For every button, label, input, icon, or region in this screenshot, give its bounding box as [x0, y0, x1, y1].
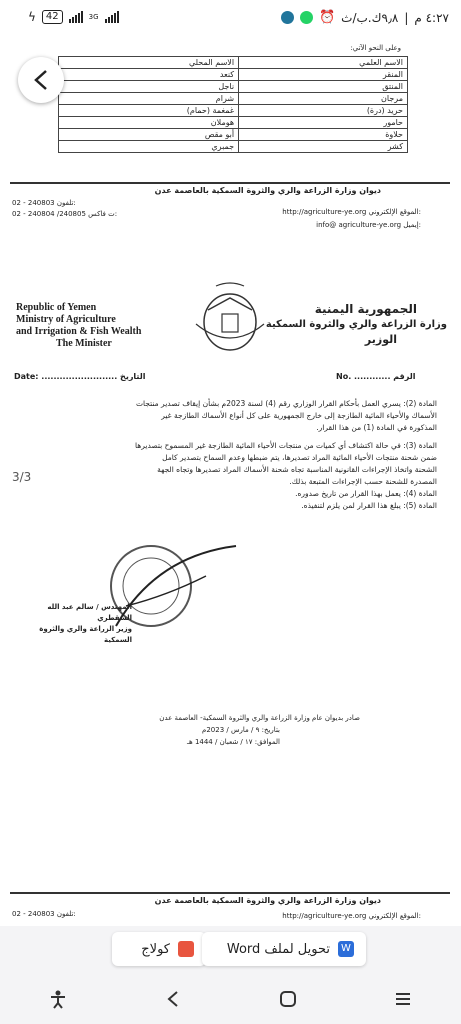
col-local-header: الاسم المحلي — [59, 57, 239, 69]
issued-line: الموافق: ١٧ / شعبان / 1444 هـ — [186, 738, 280, 746]
table-cell: المنتق — [239, 81, 408, 93]
footer-fax: 02 - 240804 /240805 ت فاكس: — [12, 210, 118, 218]
table-cell: جمبري — [59, 141, 239, 153]
table-cell: ناجل — [59, 81, 239, 93]
header-line: الجمهورية اليمنية — [314, 302, 417, 316]
bolt-icon: ϟ — [28, 10, 36, 24]
table-cell: حريد (درة) — [239, 105, 408, 117]
issued-line: بتاريخ: ٩ / مارس / 2023م — [202, 726, 280, 734]
status-bar — [0, 0, 461, 36]
footer-site: http://agriculture-ye.org الموقع الإلكتروني: — [282, 208, 421, 216]
body-line: الأسماك والأحياء المائية الطازجة إلى خارج الجمهورية على كل أنواع الأسماك الطازجة غير — [161, 411, 437, 420]
footer-title: ديوان وزارة الزراعة والري والثروة السمكية بالعاصمة عدن — [154, 186, 381, 195]
table-cell: هوملان — [59, 117, 239, 129]
header-line: The Minister — [56, 338, 112, 349]
nav-home-icon[interactable] — [268, 979, 308, 1019]
signal-icon — [69, 11, 83, 23]
body-line: الشحنة واتخاذ الإجراءات القانونية المناسبة تجاه شحنة الأسماك المراد تصديرها وتجاه الجهة — [157, 465, 437, 474]
issued-line: صادر بديوان عام وزارة الزراعة والري والثروة السمكية- العاصمة عدن — [159, 714, 360, 722]
table-cell: حلاوة — [239, 129, 408, 141]
collage-label: كولاج — [141, 941, 170, 957]
issuance-block — [100, 712, 360, 748]
table-cell: كشر — [239, 141, 408, 153]
col-scientific-header: الاسم العلمي — [239, 57, 408, 69]
convert-word-label: تحويل لملف Word — [226, 941, 330, 957]
wordpress-icon — [281, 11, 294, 24]
signer-title: وزير الزراعة والري والثروة السمكية — [39, 625, 132, 644]
table-intro: وعلى النحو الآتي: — [350, 44, 401, 52]
system-nav-bar — [0, 974, 461, 1024]
arabic-header — [266, 302, 447, 347]
footer-email: info@ agriculture-ye.org إيميل: — [316, 221, 421, 229]
header-line: الوزير — [364, 333, 397, 346]
number-field: No. ............ الرقم — [336, 372, 416, 381]
header-line: Republic of Yemen — [16, 302, 97, 313]
previous-page — [0, 36, 461, 246]
table-cell: غمغمة (حمام) — [59, 105, 239, 117]
decree-body — [17, 398, 437, 512]
header-line: Ministry of Agriculture — [16, 314, 116, 325]
convert-word-button[interactable] — [202, 932, 366, 966]
footer-divider — [10, 892, 450, 894]
header-line: وزارة الزراعة والري والثروة السمكية — [265, 319, 447, 330]
yemen-emblem-icon — [186, 280, 274, 360]
back-button[interactable] — [18, 57, 64, 103]
status-separator: | — [404, 10, 409, 25]
signal-icon-2 — [105, 11, 119, 23]
status-time: ٤:٢٧ م — [414, 10, 449, 25]
table-cell: كنعد — [59, 69, 239, 81]
collage-icon — [178, 941, 194, 957]
signature-block — [12, 602, 132, 646]
table-cell: مرجان — [239, 93, 408, 105]
footer-divider — [10, 182, 450, 184]
table-cell: شرام — [59, 93, 239, 105]
table-cell: حامور — [239, 117, 408, 129]
network-speed: ٩٫٨ك.ب/ث — [341, 10, 399, 25]
english-header — [16, 302, 141, 350]
word-icon: W — [338, 941, 354, 957]
battery-icon: 42 — [42, 10, 63, 24]
body-line: المذكورة في المادة (1) من هذا القرار. — [316, 423, 437, 432]
decree-page — [0, 268, 461, 926]
accessibility-icon[interactable] — [38, 979, 78, 1019]
body-line: المصدرة للشحنة حسب الإجراءات المتبعة بذلك. — [289, 477, 437, 486]
collage-button[interactable] — [112, 932, 206, 966]
nav-back-icon[interactable] — [153, 979, 193, 1019]
body-line: المادة (4): يعمل بهذا القرار من تاريخ صدوره. — [295, 489, 437, 498]
header-line: and Irrigation & Fish Wealth — [16, 326, 142, 337]
network-label: 3G — [88, 13, 99, 21]
table-cell: المنقر — [239, 69, 408, 81]
body-line: ضمن شحنة منتجات الأحياء المائية المراد تصديرها، يتم ضبطها وعدم السماح بتصدير كامل — [162, 453, 437, 462]
footer-phone: 02 - 240803 تلفون: — [12, 910, 76, 918]
body-line: المادة (2): يسري العمل بأحكام القرار الوزاري رقم (4) لسنة 2023م بشأن إيقاف تصدير منتجات — [135, 399, 437, 408]
document-viewer[interactable] — [0, 36, 461, 926]
date-field: Date: ......................... التاريخ — [14, 372, 146, 381]
signer-name: المهندس / سالم عبد الله السقطري — [47, 603, 132, 622]
footer-phone: 02 - 240803 تلفون: — [12, 199, 76, 207]
nav-recents-icon[interactable] — [383, 979, 423, 1019]
footer-title: ديوان وزارة الزراعة والري والثروة السمكية بالعاصمة عدن — [154, 896, 381, 905]
body-line: المادة (3): في حالة اكتشاف أي كميات من منتجات الأحياء المائية الطازجة غير المسموح بتصديرها — [134, 441, 437, 450]
whatsapp-icon — [300, 11, 313, 24]
chevron-left-icon — [33, 69, 49, 91]
footer-site: http://agriculture-ye.org الموقع الإلكتروني: — [282, 912, 421, 920]
table-cell: أبو مقص — [59, 129, 239, 141]
fish-names-table — [58, 56, 408, 153]
page-indicator: 3/3 — [12, 470, 32, 484]
body-line: المادة (5): يبلغ هذا القرار لمن يلزم لتنفيذه. — [301, 501, 437, 510]
alarm-icon: ⏰ — [318, 10, 336, 25]
bottom-toolbar — [0, 926, 461, 1024]
